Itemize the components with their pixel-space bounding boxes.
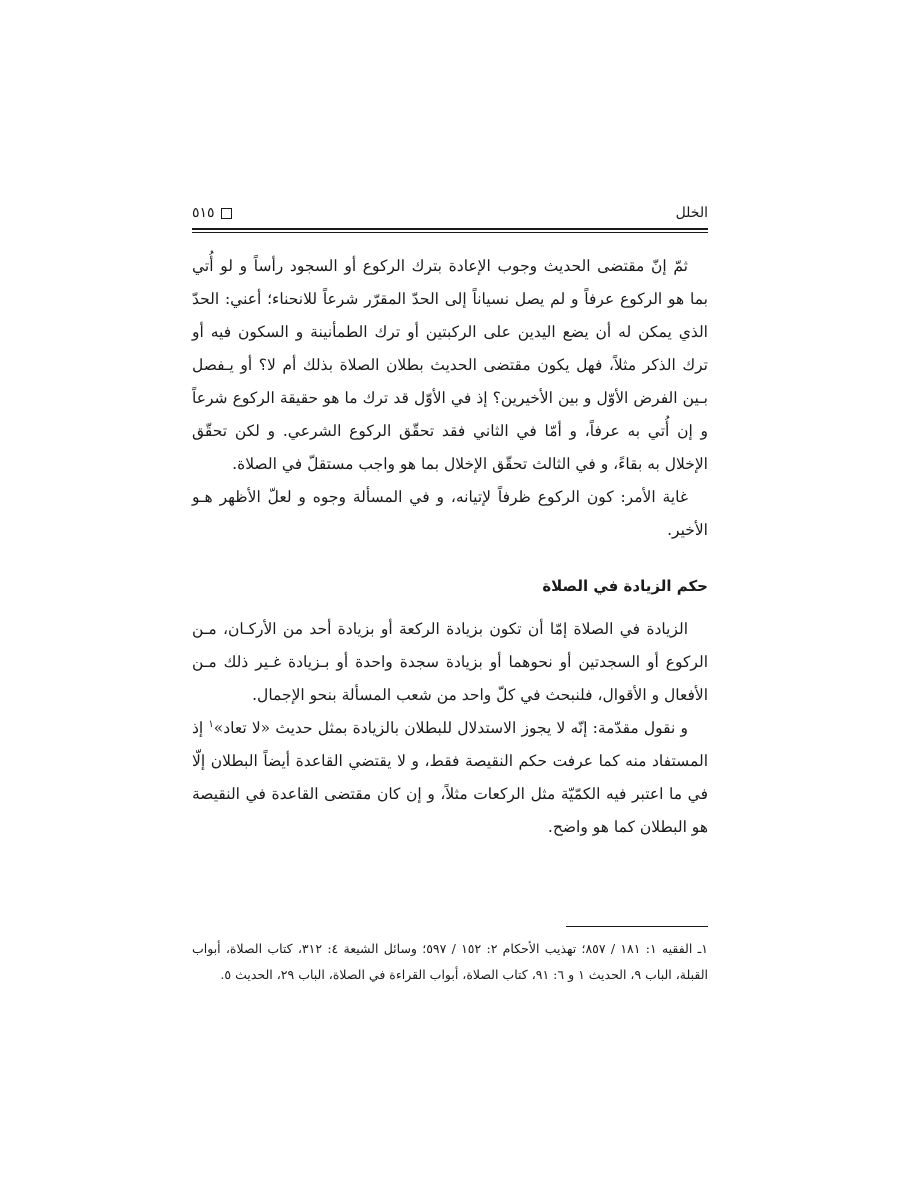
footnote-mark[interactable]: ١	[208, 718, 214, 730]
footnote-rule	[566, 926, 708, 927]
header-rule-thin	[192, 232, 708, 233]
running-header	[192, 202, 708, 224]
paragraph-continuation: إذ المستفاد منه كما عرفت حكم النقيصة فقط، و لا يقتضي القاعدة أيضاً البطلان إلّا في ما اعتبر فيه الكمّيّة مثل الركعات مثلاً، و إن كان مقتضى القاعدة في النقيصة هو البطلان كما هو واضح.	[192, 719, 708, 836]
page-number-box	[192, 205, 232, 221]
header-title: الخلل	[675, 205, 708, 221]
section-heading: حكم الزيادة في الصلاة	[542, 577, 708, 595]
footnote: ١ـ الفقيه ١: ١٨١ / ٨٥٧؛ تهذيب الأحكام ٢: ١٥٢ / ٥٩٧؛ وسائل الشيعة ٤: ٣١٢، كتاب الصلاة، أبواب القبلة، الباب ٩، الحديث ١ و ٦: ٩١، كتاب الصلاة، أبواب القراءة في الصلاة، الباب ٢٩، الحديث ٥.	[192, 941, 708, 982]
paragraph: ثمّ إنّ مقتضى الحديث وجوب الإعادة بترك الركوع أو السجود رأساً و لو أُتي بما هو الركوع عرفاً و لم يصل نسياناً إلى الحدّ المقرّر شرعاً للانحناء؛ أعني: الحدّ الذي يمكن له أن يضع اليدين على الركبتين أو ترك الطمأنينة و السكون فيه أو ترك الذكر مثلاً، فهل يكون مقتضى الحديث بطلان الصلاة بذلك أم لا؟ أو يـفصل بـين الفرض الأوّل و بين الأخيرين؟ إذ في الأوّل قد ترك ما هو حقيقة الركوع شرعاً و إن أُتي به عرفاً، و أمّا في الثاني فقد تحقّق الركوع الشرعي. و لكن تحقّق الإخلال به بقاءً، و في الثالث تحقّق الإخلال بما هو واجب مستقلّ في الصلاة.	[192, 257, 708, 473]
paragraph: الزيادة في الصلاة إمّا أن تكون بزيادة الركعة أو بزيادة أحد من الأركـان، مـن الركوع أو السجدتين أو نحوهما أو بزيادة سجدة واحدة أو بـزيادة غـير ذلك مـن الأفعال و الأقوال، فلنبحث في كلّ واحد من شعب المسألة بنحو الإجمال.	[192, 620, 708, 704]
paragraph-text: و نقول مقدّمة: إنّه لا يجوز الاستدلال للبطلان بالزيادة بمثل حديث «لا تعاد»	[213, 719, 688, 737]
square-icon	[221, 208, 232, 219]
main-text	[192, 250, 708, 844]
page-number: ٥١٥	[192, 205, 215, 221]
paragraph-with-footnote	[192, 712, 708, 844]
header-rule	[192, 228, 708, 230]
paragraph: غاية الأمر: كون الركوع ظرفاً لإتيانه، و في المسألة وجوه و لعلّ الأظهر هـو الأخير.	[192, 488, 708, 539]
